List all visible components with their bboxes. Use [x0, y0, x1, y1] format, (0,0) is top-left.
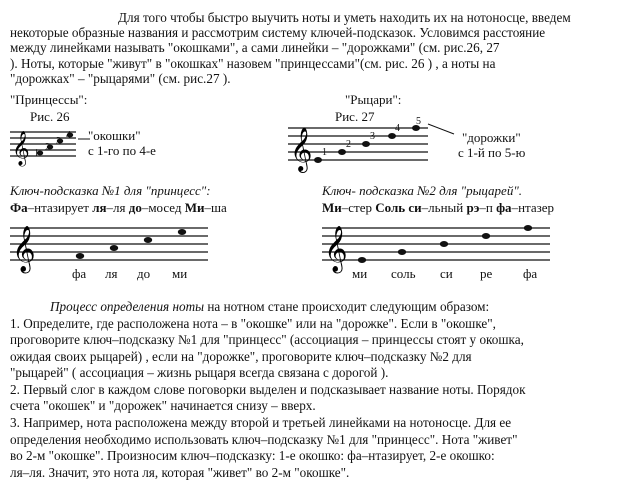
key1-note-1: фа [72, 266, 87, 281]
key2-note-3: си [440, 266, 453, 281]
key2-syllable-4: рэ [466, 200, 480, 215]
process-line-2: проговорите ключ–подсказку №1 для "принцесс" (ассоциация – принцессы стоят у окошка, [10, 332, 524, 347]
key1-syllable-4: Ми [184, 200, 205, 215]
fig27-caption: Рис. 27 [335, 109, 375, 124]
note-head [178, 229, 186, 235]
fig26-number-1: 1 [34, 148, 39, 159]
note-head [144, 237, 152, 243]
key1-note-4: ми [172, 266, 188, 281]
key1-rest-3: –мосед [141, 200, 185, 215]
fig27-number-3: 3 [370, 131, 375, 142]
key1-note-3: до [137, 266, 151, 281]
treble-clef-icon: 𝄞 [290, 127, 313, 171]
princesses-title: "Принцессы": [10, 92, 88, 107]
key1-rest-4: –ша [204, 200, 227, 215]
key2-rest-5: –нтазер [511, 200, 555, 215]
fig27-number-4: 4 [395, 123, 400, 134]
process-title-rest: на нотном стане происходит следующим образом: [204, 299, 490, 314]
treble-clef-icon: 𝄞 [324, 226, 348, 272]
key2-syllable-1: Ми [322, 200, 342, 215]
key2-rest-4: –п [479, 200, 497, 215]
key2-syllable-5: фа [496, 200, 512, 215]
note-head [338, 149, 346, 155]
key2-rest-3: –льный [421, 200, 467, 215]
process-title-line [50, 299, 489, 314]
note-head [440, 241, 448, 247]
key2-rest-1: –стер [341, 200, 376, 215]
intro-line-3: между линейками называть "окошками", а сами линейки – "дорожками" (см. рис.26, 27 [10, 40, 500, 55]
fig26-text-2: с 1-го по 4-е [88, 143, 156, 158]
note-head [362, 141, 370, 147]
process-line-7: 3. Например, нота расположена между второй и третьей линейками на нотоносце. Для ее [10, 415, 512, 430]
fig27-text-1: "дорожки" [462, 130, 521, 145]
fig27-number-2: 2 [346, 139, 351, 150]
fig26-caption: Рис. 26 [30, 109, 70, 124]
process-line-1: 1. Определите, где расположена нота – в "окошке" или на "дорожке". Если в "окошке", [10, 316, 496, 331]
note-head [482, 233, 490, 239]
fig27-number-1: 1 [322, 147, 327, 158]
fig27-text-2: с 1-й по 5-ю [458, 145, 526, 160]
key1-title: Ключ-подсказка №1 для "принцесс": [10, 183, 211, 198]
process-line-4: "рыцарей" ( ассоциация – жизнь рыцаря всегда связана с дорогой ). [10, 365, 389, 380]
key2-title: Ключ- подсказка №2 для "рыцарей". [322, 183, 523, 198]
process-line-3: ожидая своих рыцарей) , если на "дорожке", проговорите ключ–подсказку №2 для [10, 349, 472, 364]
key1-note-2: ля [105, 266, 118, 281]
intro-line-4: ). Ноты, которые "живут" в "окошках" назовем "принцессами"(см. рис. 26 ) , а ноты на [10, 56, 496, 71]
key2-phrase [322, 200, 554, 216]
key2-note-5: фа [523, 266, 538, 281]
key2-note-2: соль [391, 266, 416, 281]
treble-clef-icon: 𝄞 [12, 131, 30, 166]
key2-note-1: ми [352, 266, 368, 281]
note-head [358, 257, 366, 263]
intro-line-5: "дорожках" – "рыцарями" (см. рис.27 ). [10, 71, 231, 86]
process-line-5: 2. Первый слог в каждом слове поговорки выделен и подсказывает название ноты. Порядок [10, 382, 526, 397]
note-head [524, 225, 532, 231]
key2-syllable-2: Соль [375, 200, 406, 215]
key1-staff [10, 222, 210, 272]
fig26-text-1: "окошки" [88, 128, 141, 143]
key2-syllable-3: си [408, 200, 422, 215]
process-line-6: счета "окошек" и "дорожек" начинается снизу – вверх. [10, 398, 316, 413]
fig26-number-3: 3 [56, 136, 61, 147]
note-head [110, 245, 118, 251]
key1-rest-2: –ля [106, 200, 129, 215]
intro-line-1: Для того чтобы быстро выучить ноты и уметь находить их на нотоносце, введем [118, 10, 571, 25]
key2-note-4: ре [480, 266, 493, 281]
treble-clef-icon: 𝄞 [12, 226, 36, 272]
key1-syllable-3: до [128, 200, 142, 215]
intro-line-2: некоторые образные названия и рассмотрим систему ключей-подсказок. Условимся расстояние [10, 25, 546, 40]
key1-syllable-1: Фа [10, 200, 28, 215]
note-head [76, 253, 84, 259]
knights-title: "Рыцари": [345, 92, 402, 107]
key1-syllable-2: ля [92, 200, 107, 215]
process-line-10: ля–ля. Значит, это нота ля, которая "живет" во 2-м "окошке". [10, 465, 350, 480]
fig26-number-4: 4 [66, 130, 71, 141]
fig26-number-2: 2 [45, 142, 50, 153]
key2-staff [322, 222, 552, 272]
note-head [314, 157, 322, 163]
key1-phrase [10, 200, 227, 216]
process-line-9: во 2-м "окошке". Произносим ключ–подсказку: 1-е окошко: фа–нтазирует, 2-е окошко: [10, 448, 495, 463]
fig27-number-5: 5 [416, 116, 421, 127]
process-line-8: определения необходимо использовать ключ–подсказку №1 для "принцесс". Нота "живет" [10, 432, 518, 447]
key1-rest-1: –нтазирует [27, 200, 93, 215]
note-head [398, 249, 406, 255]
process-title: Процесс определения ноты [50, 299, 205, 314]
